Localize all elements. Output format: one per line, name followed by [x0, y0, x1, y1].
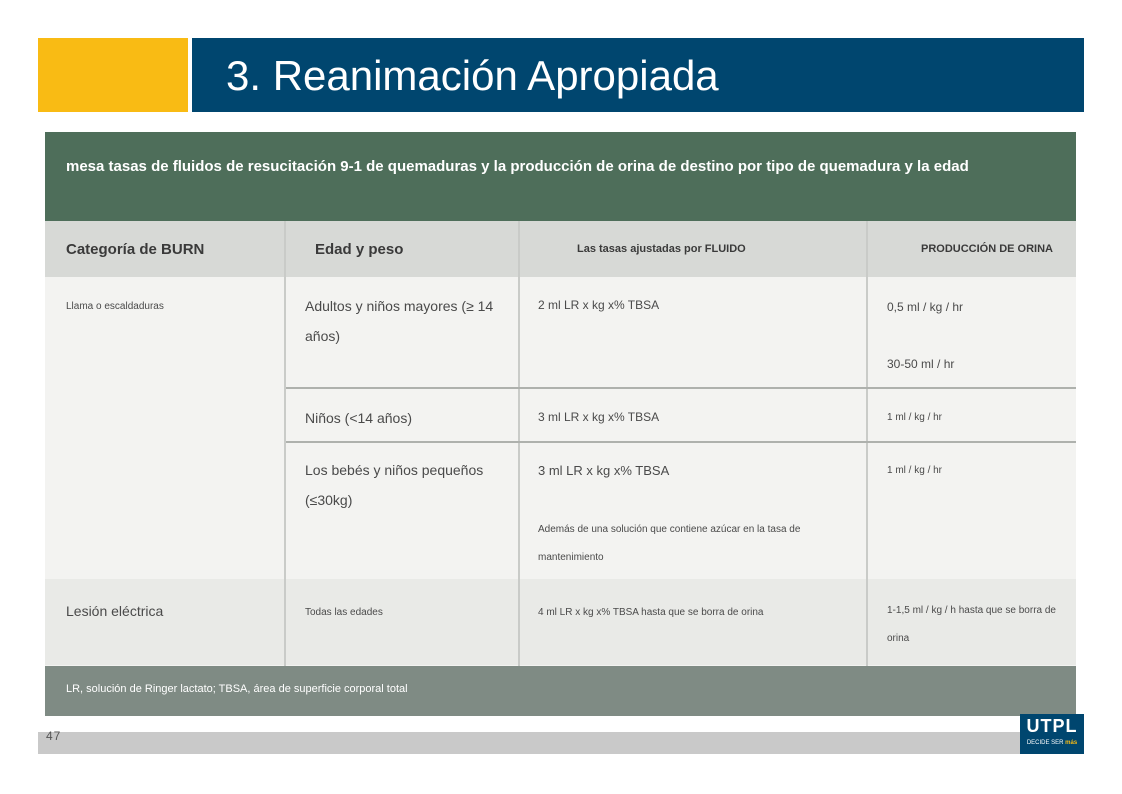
logo-tagline: DECIDE SER más — [1026, 740, 1078, 746]
cell-age-all: Todas las edades — [305, 607, 383, 618]
cell-urine-electrical: 1-1,5 ml / kg / h hasta que se borra de orina — [887, 605, 1056, 644]
cell-category-flame: Llama o escaldaduras — [66, 301, 164, 312]
cell-urine-adults-extra: 30-50 ml / hr — [887, 357, 955, 371]
footer-bar — [38, 732, 1084, 754]
cell-age-adults: Adultos y niños mayores (≥ 14 años) — [305, 298, 494, 344]
cell-category-electrical: Lesión eléctrica — [66, 603, 164, 619]
row-divider — [286, 441, 1076, 443]
cell-fluid-adults: 2 ml LR x kg x% TBSA — [538, 298, 660, 312]
column-divider — [518, 221, 520, 666]
header-age-weight: Edad y peso — [315, 240, 404, 258]
column-divider — [284, 221, 286, 666]
table-footnote: LR, solución de Ringer lactato; TBSA, área de superficie corporal total — [66, 683, 408, 695]
cell-fluid-infants-note: Además de una solución que contiene azúcar en la tasa de mantenimiento — [538, 524, 801, 563]
header-burn-category: Categoría de BURN — [66, 240, 205, 258]
cell-fluid-children: 3 ml LR x kg x% TBSA — [538, 410, 660, 424]
cell-age-children: Niños (<14 años) — [305, 410, 413, 426]
table-footnote-bar — [45, 666, 1076, 716]
cell-urine-infants: 1 ml / kg / hr — [887, 465, 943, 476]
cell-urine-children: 1 ml / kg / hr — [887, 412, 943, 423]
header-urine-output: PRODUCCIÓN DE ORINA — [921, 243, 1054, 255]
fluid-rates-table — [45, 132, 1076, 716]
column-divider — [866, 221, 868, 666]
title-accent-block — [38, 38, 188, 112]
table-caption: mesa tasas de fluidos de resucitación 9-1 de quemaduras y la producción de orina de destino por tipo de quemadura y la edad — [66, 158, 969, 175]
table-caption-bar — [45, 132, 1076, 221]
table-header-row — [45, 221, 1076, 277]
logo-text: UTPL — [1026, 716, 1078, 736]
page-number: 47 — [46, 729, 62, 743]
cell-urine-adults: 0,5 ml / kg / hr — [887, 300, 964, 314]
cell-fluid-infants: 3 ml LR x kg x% TBSA — [538, 463, 670, 478]
row-divider — [286, 387, 1076, 389]
header-fluid-rates: Las tasas ajustadas por FLUIDO — [577, 243, 746, 255]
cell-fluid-electrical: 4 ml LR x kg x% TBSA hasta que se borra de orina — [538, 607, 764, 618]
slide-title: 3. Reanimación Apropiada — [226, 52, 719, 99]
utpl-logo — [1020, 714, 1084, 754]
cell-age-infants: Los bebés y niños pequeños (≤30kg) — [305, 462, 484, 508]
title-bar — [192, 38, 1084, 112]
